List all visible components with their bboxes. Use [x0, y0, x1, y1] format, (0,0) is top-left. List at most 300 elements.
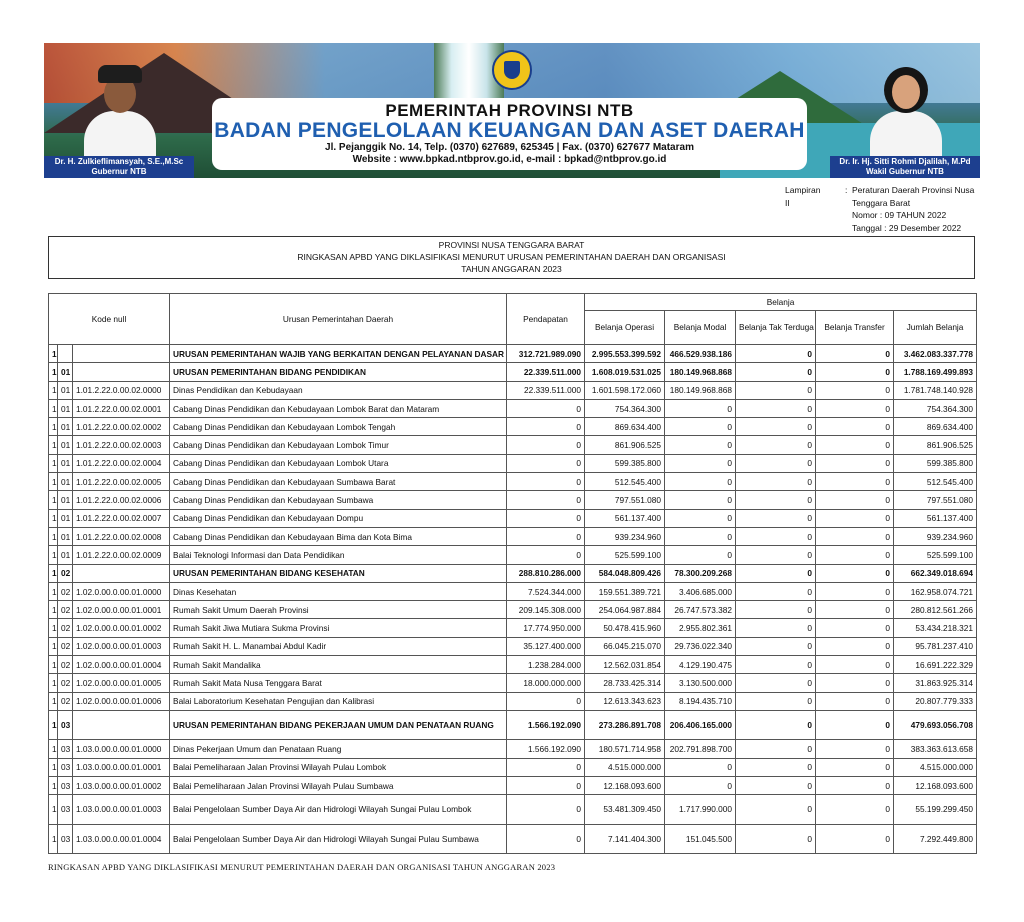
row-belanja-tak-terduga: 0 — [736, 491, 816, 509]
row-pendapatan: 0 — [507, 436, 585, 454]
row-belanja-operasi: 2.995.553.399.592 — [585, 345, 665, 363]
table-row — [49, 582, 977, 600]
row-name: Balai Pemeliharaan Jalan Provinsi Wilayah Pulau Lombok — [170, 758, 507, 776]
row-pendapatan: 0 — [507, 758, 585, 776]
banner-title-panel — [212, 98, 807, 170]
row-belanja-modal: 0 — [665, 758, 736, 776]
heading-title: RINGKASAN APBD YANG DIKLASIFIKASI MENURUT URUSAN PEMERINTAHAN DAERAH DAN ORGANISASI — [297, 252, 726, 262]
row-belanja-modal: 8.194.435.710 — [665, 692, 736, 710]
row-belanja-modal: 2.955.802.361 — [665, 619, 736, 637]
row-belanja-transfer: 0 — [816, 674, 894, 692]
row-belanja-tak-terduga: 0 — [736, 399, 816, 417]
row-code-unit: 1.03.0.00.0.00.01.0001 — [73, 758, 170, 776]
banner-website: Website : www.bpkad.ntbprov.go.id, e-mail : bpkad@ntbprov.go.id — [352, 154, 667, 165]
row-belanja-tak-terduga: 0 — [736, 546, 816, 564]
row-belanja-operasi: 561.137.400 — [585, 509, 665, 527]
row-pendapatan: 0 — [507, 692, 585, 710]
vice-governor-title: Wakil Gubernur NTB — [866, 167, 944, 176]
row-code-urusan: 1 — [49, 436, 58, 454]
row-pendapatan: 1.566.192.090 — [507, 710, 585, 740]
table-row — [49, 454, 977, 472]
header-urusan: Urusan Pemerintahan Daerah — [170, 294, 507, 345]
table-row — [49, 637, 977, 655]
row-belanja-modal: 0 — [665, 454, 736, 472]
header-belanja-operasi: Belanja Operasi — [585, 311, 665, 345]
row-pendapatan: 0 — [507, 399, 585, 417]
row-pendapatan: 0 — [507, 777, 585, 795]
row-code-bidang: 01 — [58, 473, 73, 491]
row-belanja-tak-terduga: 0 — [736, 619, 816, 637]
row-pendapatan: 17.774.950.000 — [507, 619, 585, 637]
row-code-urusan: 1 — [49, 564, 58, 582]
table-row — [49, 692, 977, 710]
row-code-urusan: 1 — [49, 399, 58, 417]
row-jumlah-belanja: 1.781.748.140.928 — [894, 381, 977, 399]
row-belanja-operasi: 869.634.400 — [585, 418, 665, 436]
row-belanja-modal: 180.149.968.868 — [665, 381, 736, 399]
row-code-unit: 1.01.2.22.0.00.02.0009 — [73, 546, 170, 564]
row-belanja-tak-terduga: 0 — [736, 777, 816, 795]
row-code-bidang: 02 — [58, 656, 73, 674]
row-belanja-operasi: 12.168.093.600 — [585, 777, 665, 795]
table-row — [49, 436, 977, 454]
vice-governor-photo — [830, 43, 980, 178]
table-row — [49, 363, 977, 381]
header-belanja: Belanja — [585, 294, 977, 311]
row-code-unit: 1.01.2.22.0.00.02.0001 — [73, 399, 170, 417]
row-code-unit: 1.01.2.22.0.00.02.0007 — [73, 509, 170, 527]
row-pendapatan: 209.145.308.000 — [507, 601, 585, 619]
row-code-urusan: 1 — [49, 473, 58, 491]
row-belanja-modal: 26.747.573.382 — [665, 601, 736, 619]
row-code-urusan: 1 — [49, 418, 58, 436]
row-code-urusan: 1 — [49, 601, 58, 619]
row-belanja-operasi: 512.545.400 — [585, 473, 665, 491]
row-code-urusan: 1 — [49, 795, 58, 825]
governor-title: Gubernur NTB — [91, 167, 147, 176]
row-belanja-operasi: 53.481.309.450 — [585, 795, 665, 825]
row-code-urusan: 1 — [49, 345, 58, 363]
table-row — [49, 601, 977, 619]
row-code-urusan: 1 — [49, 777, 58, 795]
attachment-colon: : — [845, 185, 848, 195]
row-belanja-tak-terduga: 0 — [736, 509, 816, 527]
row-belanja-operasi: 50.478.415.960 — [585, 619, 665, 637]
row-code-urusan: 1 — [49, 491, 58, 509]
row-belanja-operasi: 180.571.714.958 — [585, 740, 665, 758]
row-name: Cabang Dinas Pendidikan dan Kebudayaan Bima dan Kota Bima — [170, 527, 507, 545]
table-row — [49, 345, 977, 363]
row-belanja-tak-terduga: 0 — [736, 436, 816, 454]
attachment-label: Lampiran II — [785, 185, 821, 208]
row-pendapatan: 35.127.400.000 — [507, 637, 585, 655]
row-code-unit: 1.03.0.00.0.00.01.0004 — [73, 824, 170, 854]
row-pendapatan: 0 — [507, 795, 585, 825]
row-pendapatan: 0 — [507, 418, 585, 436]
table-row — [49, 418, 977, 436]
row-name: Rumah Sakit Mata Nusa Tenggara Barat — [170, 674, 507, 692]
row-belanja-transfer: 0 — [816, 509, 894, 527]
row-belanja-operasi: 584.048.809.426 — [585, 564, 665, 582]
row-name: Dinas Kesehatan — [170, 582, 507, 600]
heading-province: PROVINSI NUSA TENGGARA BARAT — [438, 240, 585, 250]
budget-table — [48, 293, 977, 854]
row-belanja-transfer: 0 — [816, 795, 894, 825]
row-name: Balai Teknologi Informasi dan Data Pendidikan — [170, 546, 507, 564]
row-jumlah-belanja: 7.292.449.800 — [894, 824, 977, 854]
row-name: URUSAN PEMERINTAHAN BIDANG PEKERJAAN UMUM DAN PENATAAN RUANG — [170, 710, 507, 740]
header-jumlah-belanja: Jumlah Belanja — [894, 311, 977, 345]
row-name: Rumah Sakit Umum Daerah Provinsi — [170, 601, 507, 619]
row-belanja-transfer: 0 — [816, 710, 894, 740]
row-belanja-transfer: 0 — [816, 381, 894, 399]
row-belanja-modal: 78.300.209.268 — [665, 564, 736, 582]
row-code-bidang: 02 — [58, 619, 73, 637]
row-belanja-tak-terduga: 0 — [736, 582, 816, 600]
row-pendapatan: 7.524.344.000 — [507, 582, 585, 600]
row-belanja-transfer: 0 — [816, 656, 894, 674]
table-row — [49, 546, 977, 564]
row-code-unit — [73, 345, 170, 363]
row-pendapatan: 288.810.286.000 — [507, 564, 585, 582]
governor-name: Dr. H. Zulkieflimansyah, S.E.,M.Sc — [54, 157, 184, 166]
row-code-bidang: 03 — [58, 740, 73, 758]
row-belanja-tak-terduga: 0 — [736, 637, 816, 655]
row-code-bidang: 03 — [58, 824, 73, 854]
row-belanja-operasi: 599.385.800 — [585, 454, 665, 472]
row-jumlah-belanja: 162.958.074.721 — [894, 582, 977, 600]
row-code-bidang: 02 — [58, 674, 73, 692]
row-code-urusan: 1 — [49, 710, 58, 740]
row-belanja-tak-terduga: 0 — [736, 418, 816, 436]
row-name: Cabang Dinas Pendidikan dan Kebudayaan Lombok Barat dan Mataram — [170, 399, 507, 417]
row-name: Dinas Pekerjaan Umum dan Penataan Ruang — [170, 740, 507, 758]
row-pendapatan: 312.721.989.090 — [507, 345, 585, 363]
row-belanja-modal: 3.406.685.000 — [665, 582, 736, 600]
row-name: Balai Laboratorium Kesehatan Pengujian dan Kalibrasi — [170, 692, 507, 710]
row-belanja-transfer: 0 — [816, 777, 894, 795]
row-belanja-transfer: 0 — [816, 473, 894, 491]
row-jumlah-belanja: 599.385.800 — [894, 454, 977, 472]
row-belanja-operasi: 861.906.525 — [585, 436, 665, 454]
attachment-regulation: Peraturan Daerah Provinsi Nusa — [852, 185, 975, 195]
row-name: Balai Pengelolaan Sumber Daya Air dan Hidrologi Wilayah Sungai Pulau Sumbawa — [170, 824, 507, 854]
row-code-bidang: 01 — [58, 454, 73, 472]
row-code-unit — [73, 710, 170, 740]
row-belanja-operasi: 797.551.080 — [585, 491, 665, 509]
row-belanja-transfer: 0 — [816, 692, 894, 710]
row-code-urusan: 1 — [49, 619, 58, 637]
row-name: Rumah Sakit Jiwa Mutiara Sukma Provinsi — [170, 619, 507, 637]
row-code-bidang: 01 — [58, 418, 73, 436]
heading-year: TAHUN ANGGARAN 2023 — [461, 264, 562, 274]
row-code-bidang: 03 — [58, 795, 73, 825]
row-code-urusan: 1 — [49, 692, 58, 710]
row-code-unit: 1.03.0.00.0.00.01.0000 — [73, 740, 170, 758]
row-code-urusan: 1 — [49, 527, 58, 545]
row-belanja-tak-terduga: 0 — [736, 345, 816, 363]
row-pendapatan: 0 — [507, 454, 585, 472]
row-code-bidang: 02 — [58, 582, 73, 600]
governor-photo — [44, 43, 194, 178]
row-belanja-modal: 466.529.938.186 — [665, 345, 736, 363]
row-code-bidang: 03 — [58, 777, 73, 795]
row-code-urusan: 1 — [49, 656, 58, 674]
row-belanja-transfer: 0 — [816, 345, 894, 363]
header-belanja-tak-terduga: Belanja Tak Terduga — [736, 311, 816, 345]
table-row — [49, 740, 977, 758]
row-belanja-transfer: 0 — [816, 637, 894, 655]
row-belanja-transfer: 0 — [816, 436, 894, 454]
row-name: Balai Pengelolaan Sumber Daya Air dan Hidrologi Wilayah Sungai Pulau Lombok — [170, 795, 507, 825]
table-row — [49, 777, 977, 795]
row-code-bidang: 02 — [58, 564, 73, 582]
vice-governor-portrait — [870, 63, 942, 155]
row-belanja-transfer: 0 — [816, 418, 894, 436]
row-belanja-transfer: 0 — [816, 758, 894, 776]
row-code-bidang: 02 — [58, 601, 73, 619]
row-belanja-modal: 1.717.990.000 — [665, 795, 736, 825]
row-belanja-modal: 0 — [665, 527, 736, 545]
row-belanja-transfer: 0 — [816, 824, 894, 854]
row-jumlah-belanja: 479.693.056.708 — [894, 710, 977, 740]
row-name: Rumah Sakit Mandalika — [170, 656, 507, 674]
row-pendapatan: 0 — [507, 491, 585, 509]
row-code-bidang: 01 — [58, 363, 73, 381]
row-belanja-tak-terduga: 0 — [736, 363, 816, 381]
row-belanja-transfer: 0 — [816, 491, 894, 509]
row-name: Cabang Dinas Pendidikan dan Kebudayaan Lombok Tengah — [170, 418, 507, 436]
budget-table-body — [49, 345, 977, 854]
row-belanja-modal: 3.130.500.000 — [665, 674, 736, 692]
row-code-unit: 1.01.2.22.0.00.02.0002 — [73, 418, 170, 436]
row-code-unit: 1.02.0.00.0.00.01.0001 — [73, 601, 170, 619]
header-banner — [44, 43, 980, 178]
row-belanja-operasi: 12.562.031.854 — [585, 656, 665, 674]
row-code-urusan: 1 — [49, 674, 58, 692]
row-belanja-operasi: 28.733.425.314 — [585, 674, 665, 692]
row-code-bidang: 01 — [58, 491, 73, 509]
row-belanja-tak-terduga: 0 — [736, 740, 816, 758]
row-code-unit: 1.01.2.22.0.00.02.0004 — [73, 454, 170, 472]
row-belanja-tak-terduga: 0 — [736, 601, 816, 619]
row-code-unit: 1.03.0.00.0.00.01.0003 — [73, 795, 170, 825]
row-jumlah-belanja: 280.812.561.266 — [894, 601, 977, 619]
row-belanja-modal: 151.045.500 — [665, 824, 736, 854]
row-belanja-tak-terduga: 0 — [736, 656, 816, 674]
row-jumlah-belanja: 525.599.100 — [894, 546, 977, 564]
row-belanja-operasi: 66.045.215.070 — [585, 637, 665, 655]
row-code-unit: 1.02.0.00.0.00.01.0002 — [73, 619, 170, 637]
row-code-urusan: 1 — [49, 582, 58, 600]
row-jumlah-belanja: 383.363.613.658 — [894, 740, 977, 758]
row-jumlah-belanja: 3.462.083.337.778 — [894, 345, 977, 363]
row-jumlah-belanja: 16.691.222.329 — [894, 656, 977, 674]
row-belanja-tak-terduga: 0 — [736, 758, 816, 776]
row-belanja-operasi: 4.515.000.000 — [585, 758, 665, 776]
row-code-unit: 1.02.0.00.0.00.01.0003 — [73, 637, 170, 655]
row-belanja-operasi: 254.064.987.884 — [585, 601, 665, 619]
table-row — [49, 710, 977, 740]
row-code-unit: 1.01.2.22.0.00.02.0005 — [73, 473, 170, 491]
header-belanja-transfer: Belanja Transfer — [816, 311, 894, 345]
header-belanja-modal: Belanja Modal — [665, 311, 736, 345]
row-belanja-transfer: 0 — [816, 546, 894, 564]
row-belanja-transfer: 0 — [816, 454, 894, 472]
row-name: Dinas Pendidikan dan Kebudayaan — [170, 381, 507, 399]
row-belanja-transfer: 0 — [816, 619, 894, 637]
table-row — [49, 527, 977, 545]
row-jumlah-belanja: 20.807.779.333 — [894, 692, 977, 710]
row-belanja-modal: 4.129.190.475 — [665, 656, 736, 674]
row-belanja-operasi: 12.613.343.623 — [585, 692, 665, 710]
row-jumlah-belanja: 55.199.299.450 — [894, 795, 977, 825]
banner-address: Jl. Pejanggik No. 14, Telp. (0370) 627689, 625345 | Fax. (0370) 627677 Mataram — [325, 142, 694, 153]
row-belanja-modal: 0 — [665, 509, 736, 527]
row-name: Cabang Dinas Pendidikan dan Kebudayaan Lombok Timur — [170, 436, 507, 454]
row-code-unit — [73, 363, 170, 381]
row-name: Cabang Dinas Pendidikan dan Kebudayaan Dompu — [170, 509, 507, 527]
row-name: URUSAN PEMERINTAHAN BIDANG KESEHATAN — [170, 564, 507, 582]
row-belanja-operasi: 939.234.960 — [585, 527, 665, 545]
row-code-bidang: 01 — [58, 436, 73, 454]
row-code-urusan: 1 — [49, 546, 58, 564]
table-row — [49, 656, 977, 674]
row-pendapatan: 22.339.511.000 — [507, 363, 585, 381]
row-code-bidang: 01 — [58, 509, 73, 527]
page-footer: RINGKASAN APBD YANG DIKLASIFIKASI MENURUT PEMERINTAHAN DAERAH DAN ORGANISASI TAHUN ANGGARAN 2023 — [48, 862, 556, 872]
row-jumlah-belanja: 797.551.080 — [894, 491, 977, 509]
table-row — [49, 824, 977, 854]
row-belanja-operasi: 1.601.598.172.060 — [585, 381, 665, 399]
row-code-unit — [73, 564, 170, 582]
row-jumlah-belanja: 1.788.169.499.893 — [894, 363, 977, 381]
row-code-unit: 1.02.0.00.0.00.01.0000 — [73, 582, 170, 600]
row-belanja-modal: 0 — [665, 777, 736, 795]
row-belanja-modal: 0 — [665, 436, 736, 454]
row-name: Cabang Dinas Pendidikan dan Kebudayaan Lombok Utara — [170, 454, 507, 472]
row-code-bidang: 02 — [58, 692, 73, 710]
row-name: Balai Pemeliharaan Jalan Provinsi Wilayah Pulau Sumbawa — [170, 777, 507, 795]
row-code-unit: 1.01.2.22.0.00.02.0003 — [73, 436, 170, 454]
row-belanja-operasi: 273.286.891.708 — [585, 710, 665, 740]
row-belanja-tak-terduga: 0 — [736, 473, 816, 491]
row-belanja-tak-terduga: 0 — [736, 674, 816, 692]
row-name: URUSAN PEMERINTAHAN WAJIB YANG BERKAITAN DENGAN PELAYANAN DASAR — [170, 345, 507, 363]
row-name: Cabang Dinas Pendidikan dan Kebudayaan Sumbawa Barat — [170, 473, 507, 491]
row-code-urusan: 1 — [49, 454, 58, 472]
row-name: Cabang Dinas Pendidikan dan Kebudayaan Sumbawa — [170, 491, 507, 509]
table-row — [49, 381, 977, 399]
row-pendapatan: 0 — [507, 824, 585, 854]
row-code-bidang: 01 — [58, 381, 73, 399]
table-row — [49, 491, 977, 509]
table-row — [49, 619, 977, 637]
row-code-bidang — [58, 345, 73, 363]
attachment-date: Tanggal : 29 Desember 2022 — [852, 222, 962, 233]
row-belanja-modal: 0 — [665, 418, 736, 436]
row-code-bidang: 03 — [58, 758, 73, 776]
row-belanja-tak-terduga: 0 — [736, 824, 816, 854]
row-belanja-tak-terduga: 0 — [736, 564, 816, 582]
row-code-urusan: 1 — [49, 381, 58, 399]
row-code-unit: 1.01.2.22.0.00.02.0006 — [73, 491, 170, 509]
row-belanja-transfer: 0 — [816, 363, 894, 381]
row-belanja-modal: 0 — [665, 473, 736, 491]
table-row — [49, 509, 977, 527]
governor-name-tag — [44, 156, 194, 178]
table-row — [49, 674, 977, 692]
row-belanja-modal: 0 — [665, 399, 736, 417]
header-kode: Kode null — [49, 294, 170, 345]
row-belanja-tak-terduga: 0 — [736, 692, 816, 710]
row-pendapatan: 1.566.192.090 — [507, 740, 585, 758]
row-belanja-transfer: 0 — [816, 601, 894, 619]
row-belanja-modal: 202.791.898.700 — [665, 740, 736, 758]
row-code-unit: 1.02.0.00.0.00.01.0005 — [73, 674, 170, 692]
row-code-urusan: 1 — [49, 740, 58, 758]
row-code-bidang: 01 — [58, 546, 73, 564]
attachment-number: Nomor : 09 TAHUN 2022 — [852, 210, 947, 220]
header-pendapatan: Pendapatan — [507, 294, 585, 345]
row-belanja-operasi: 159.551.389.721 — [585, 582, 665, 600]
row-code-unit: 1.02.0.00.0.00.01.0006 — [73, 692, 170, 710]
governor-portrait — [84, 63, 156, 155]
row-pendapatan: 18.000.000.000 — [507, 674, 585, 692]
row-jumlah-belanja: 53.434.218.321 — [894, 619, 977, 637]
row-code-urusan: 1 — [49, 637, 58, 655]
vice-governor-name-tag — [830, 156, 980, 178]
row-pendapatan: 22.339.511.000 — [507, 381, 585, 399]
row-pendapatan: 0 — [507, 473, 585, 491]
row-belanja-tak-terduga: 0 — [736, 795, 816, 825]
ntb-emblem-icon — [492, 50, 532, 90]
row-jumlah-belanja: 12.168.093.600 — [894, 777, 977, 795]
table-row — [49, 399, 977, 417]
row-belanja-operasi: 754.364.300 — [585, 399, 665, 417]
row-jumlah-belanja: 754.364.300 — [894, 399, 977, 417]
row-code-unit: 1.02.0.00.0.00.01.0004 — [73, 656, 170, 674]
row-jumlah-belanja: 31.863.925.314 — [894, 674, 977, 692]
row-jumlah-belanja: 4.515.000.000 — [894, 758, 977, 776]
row-belanja-operasi: 7.141.404.300 — [585, 824, 665, 854]
row-code-urusan: 1 — [49, 363, 58, 381]
row-code-unit: 1.01.2.22.0.00.02.0008 — [73, 527, 170, 545]
row-belanja-transfer: 0 — [816, 527, 894, 545]
row-jumlah-belanja: 939.234.960 — [894, 527, 977, 545]
row-belanja-transfer: 0 — [816, 582, 894, 600]
row-belanja-transfer: 0 — [816, 740, 894, 758]
row-jumlah-belanja: 512.545.400 — [894, 473, 977, 491]
row-belanja-modal: 29.736.022.340 — [665, 637, 736, 655]
row-code-bidang: 01 — [58, 527, 73, 545]
row-jumlah-belanja: 561.137.400 — [894, 509, 977, 527]
row-jumlah-belanja: 662.349.018.694 — [894, 564, 977, 582]
row-code-urusan: 1 — [49, 824, 58, 854]
row-belanja-operasi: 1.608.019.531.025 — [585, 363, 665, 381]
row-belanja-modal: 206.406.165.000 — [665, 710, 736, 740]
row-name: Rumah Sakit H. L. Manambai Abdul Kadir — [170, 637, 507, 655]
row-name: URUSAN PEMERINTAHAN BIDANG PENDIDIKAN — [170, 363, 507, 381]
banner-government-name: PEMERINTAH PROVINSI NTB — [385, 101, 634, 120]
table-row — [49, 795, 977, 825]
row-belanja-tak-terduga: 0 — [736, 710, 816, 740]
table-row — [49, 473, 977, 491]
row-belanja-modal: 0 — [665, 546, 736, 564]
row-code-bidang: 02 — [58, 637, 73, 655]
row-belanja-tak-terduga: 0 — [736, 381, 816, 399]
row-code-bidang: 01 — [58, 399, 73, 417]
